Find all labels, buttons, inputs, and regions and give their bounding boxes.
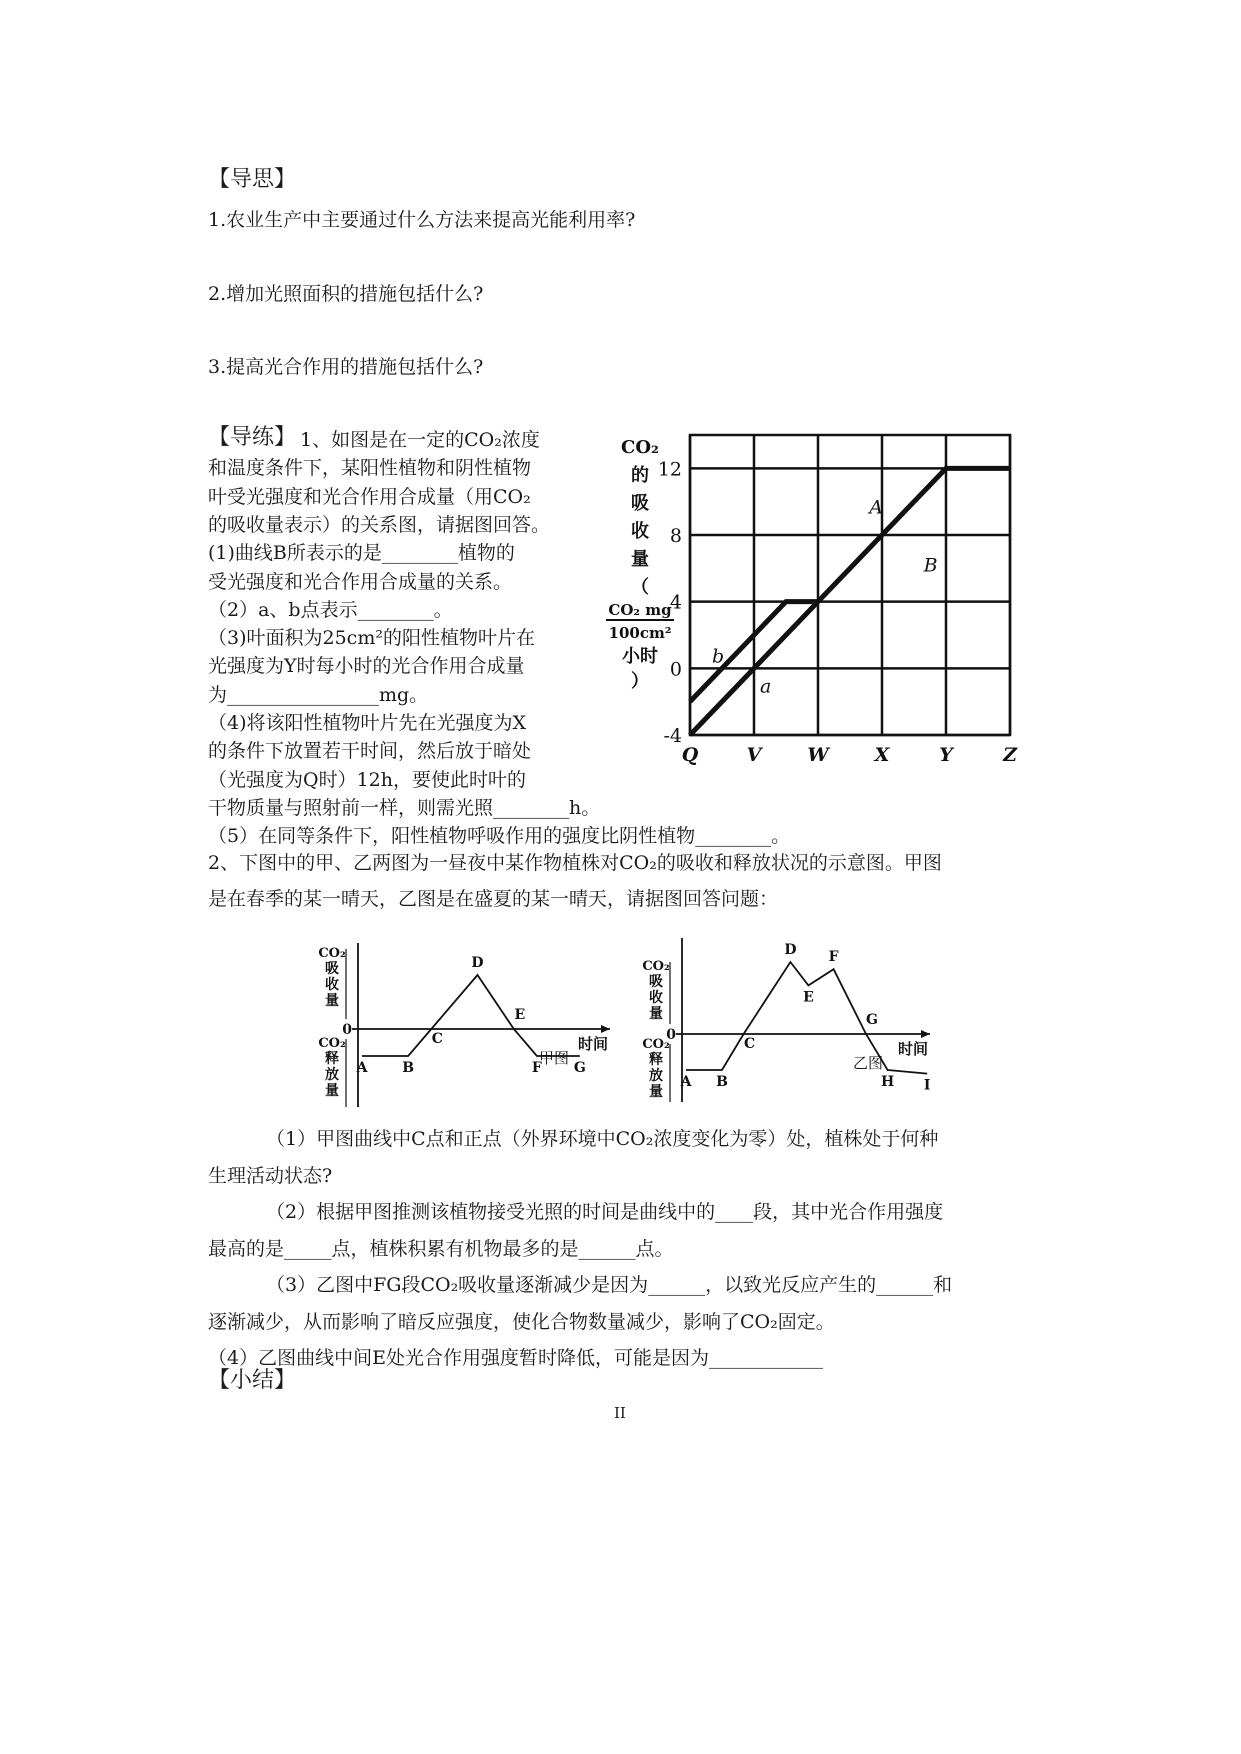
p3-line: （1）甲图曲线中C点和正点（外界环境中CO₂浓度变化为零）处，植株处于何种: [266, 1128, 939, 1150]
y-label-absorb: CO₂: [318, 946, 346, 961]
y-label-absorb: 吸: [649, 974, 663, 990]
x-tick-label: X: [874, 744, 890, 765]
y-axis-unit-time: 小时: [622, 646, 658, 667]
point-label-a: a: [760, 675, 772, 698]
y-axis-label-close: ）: [631, 671, 649, 692]
x-axis-arrow: [921, 1030, 930, 1038]
question-3: 3.提高光合作用的措施包括什么?: [208, 356, 484, 378]
exercise-1-line: 1、如图是在一定的CO₂浓度: [300, 429, 540, 451]
chart-photosynthesis-light: [600, 425, 1020, 765]
chart-frame: [690, 435, 1010, 735]
series-label-A: A: [869, 496, 883, 519]
y-label-absorb: 收: [649, 990, 663, 1006]
exercise-1-line: （光强度为Q时）12h，要使此时叶的: [208, 768, 526, 791]
point-label-C: C: [431, 1031, 443, 1047]
y-label-release: 释: [325, 1051, 339, 1067]
question-2: 2.增加光照面积的措施包括什么?: [208, 283, 484, 305]
chart-title: 乙图: [852, 1054, 884, 1072]
p3-line: 最高的是_____点，植株积累有机物最多的是______点。: [208, 1237, 674, 1260]
y-tick-label: -4: [663, 725, 682, 747]
curve: [686, 962, 927, 1074]
y-axis-label-part: 吸: [631, 493, 649, 514]
zero-label: 0: [666, 1027, 676, 1043]
exercise-1-line: 为________________mg。: [208, 683, 429, 706]
exercise-1-line: (1)曲线B所表示的是________植物的: [208, 542, 515, 565]
y-label-absorb: 量: [325, 993, 339, 1009]
y-axis-label-part: 量: [631, 549, 649, 570]
y-label-release: 放: [325, 1067, 339, 1083]
p3-line: （2）根据甲图推测该植物接受光照的时间是曲线中的____段，其中光合作用强度: [266, 1201, 944, 1223]
y-axis-unit-denominator: 100cm²: [608, 624, 672, 642]
exercise-1-line: （4)将该阳性植物叶片先在光强度为X: [208, 712, 527, 734]
y-tick-label: 12: [657, 458, 682, 481]
exercise-1-line: 干物质量与照射前一样，则需光照________h。: [208, 796, 601, 819]
y-tick-label: 8: [669, 525, 682, 547]
point-label-B: B: [402, 1060, 415, 1076]
p3-line: （4）乙图曲线中间E处光合作用强度暂时降低，可能是因为____________: [208, 1347, 823, 1369]
x-tick-label: Q: [681, 744, 699, 765]
point-label-b: b: [712, 645, 725, 668]
point-label-E: E: [803, 989, 814, 1006]
y-label-release: 量: [325, 1083, 339, 1099]
point-label-G: G: [573, 1060, 586, 1076]
point-label-A: A: [680, 1074, 692, 1090]
p3-line: 生理活动状态?: [208, 1164, 333, 1187]
x-tick-label: W: [807, 744, 829, 765]
y-label-release: CO₂: [642, 1037, 670, 1052]
question-1: 1.农业生产中主要通过什么方法来提高光能利用率?: [208, 209, 636, 231]
x-axis-label: 时间: [897, 1040, 928, 1058]
y-label-absorb: 收: [325, 977, 339, 993]
x-tick-label: Z: [1003, 744, 1017, 765]
exercise-1-line: （5）在同等条件下，阳性植物呼吸作用的强度比阴性植物________。: [208, 825, 791, 848]
point-label-E: E: [514, 1007, 526, 1023]
exercise-1-line: 和温度条件下，某阳性植物和阴性植物: [208, 457, 532, 480]
exercise-1-line: （3)叶面积为25cm²的阳性植物叶片在: [208, 627, 535, 650]
section-heading-daosi: 【导思】: [208, 167, 297, 192]
section-heading-dailian: 【导练】: [208, 425, 297, 450]
point-label-B: B: [716, 1074, 728, 1090]
y-axis-label-part: 收: [631, 521, 649, 542]
y-label-release: CO₂: [318, 1036, 346, 1051]
series-label-B: B: [923, 554, 938, 577]
zero-label: 0: [342, 1022, 352, 1038]
x-tick-label: Y: [939, 744, 953, 765]
y-label-release: 放: [649, 1068, 663, 1084]
y-tick-label: 0: [669, 658, 682, 681]
y-axis-label-part: （: [631, 577, 649, 598]
x-axis-arrow: [601, 1025, 610, 1033]
curve: [362, 975, 580, 1056]
section-heading-xiaojie: 【小结】: [208, 1368, 297, 1393]
point-label-F: F: [828, 949, 839, 966]
point-label-C: C: [744, 1036, 756, 1052]
p3-line: （3）乙图中FG段CO₂吸收量逐渐减少是因为______，以致光反应产生的______和: [266, 1274, 953, 1296]
point-label-D: D: [784, 942, 797, 958]
y-tick-label: 4: [669, 591, 682, 614]
p3-line: 逐渐减少，从而影响了暗反应强度，使化合物数量减少，影响了CO₂固定。: [208, 1310, 835, 1333]
y-axis-unit-numerator: CO₂ mg: [608, 601, 672, 619]
point-label-H: H: [880, 1074, 895, 1090]
y-axis-label-part: 的: [631, 465, 649, 486]
point-label-I: I: [923, 1077, 931, 1094]
x-axis-label: 时间: [577, 1035, 608, 1053]
exercise-1-line: 叶受光强度和光合作用合成量（用CO₂: [208, 485, 531, 508]
page-number: II: [614, 1404, 626, 1422]
chart-yi: [620, 930, 940, 1110]
exercise-1-line: 光强度为Y时每小时的光合作用合成量: [208, 655, 525, 678]
chart-title: 甲图: [538, 1049, 570, 1067]
point-label-A: A: [356, 1060, 368, 1076]
y-label-absorb: 吸: [325, 961, 339, 977]
y-label-release: 释: [649, 1052, 663, 1068]
y-label-absorb: CO₂: [642, 959, 670, 974]
point-label-D: D: [471, 955, 484, 971]
x-tick-label: V: [746, 744, 762, 765]
point-label-F: F: [531, 1060, 542, 1076]
y-label-absorb: 量: [649, 1006, 663, 1022]
exercise-1-line: 的条件下放置若干时间，然后放于暗处: [208, 740, 532, 763]
chart-jia: [310, 935, 610, 1115]
exercise-1-line: （2）a、b点表示________。: [208, 598, 453, 621]
y-label-release: 量: [649, 1084, 663, 1100]
p2-line: 2、下图中的甲、乙两图为一昼夜中某作物植株对CO₂的吸收和释放状况的示意图。甲图: [208, 852, 942, 874]
point-label-G: G: [866, 1012, 878, 1028]
y-axis-label-part: CO₂: [621, 437, 659, 458]
exercise-1-line: 受光强度和光合作用合成量的关系。: [208, 570, 513, 593]
exercise-1-line: 的吸收量表示）的关系图，请据图回答。: [208, 513, 551, 536]
p2-line: 是在春季的某一晴天，乙图是在盛夏的某一晴天，请据图回答问题：: [208, 888, 779, 910]
